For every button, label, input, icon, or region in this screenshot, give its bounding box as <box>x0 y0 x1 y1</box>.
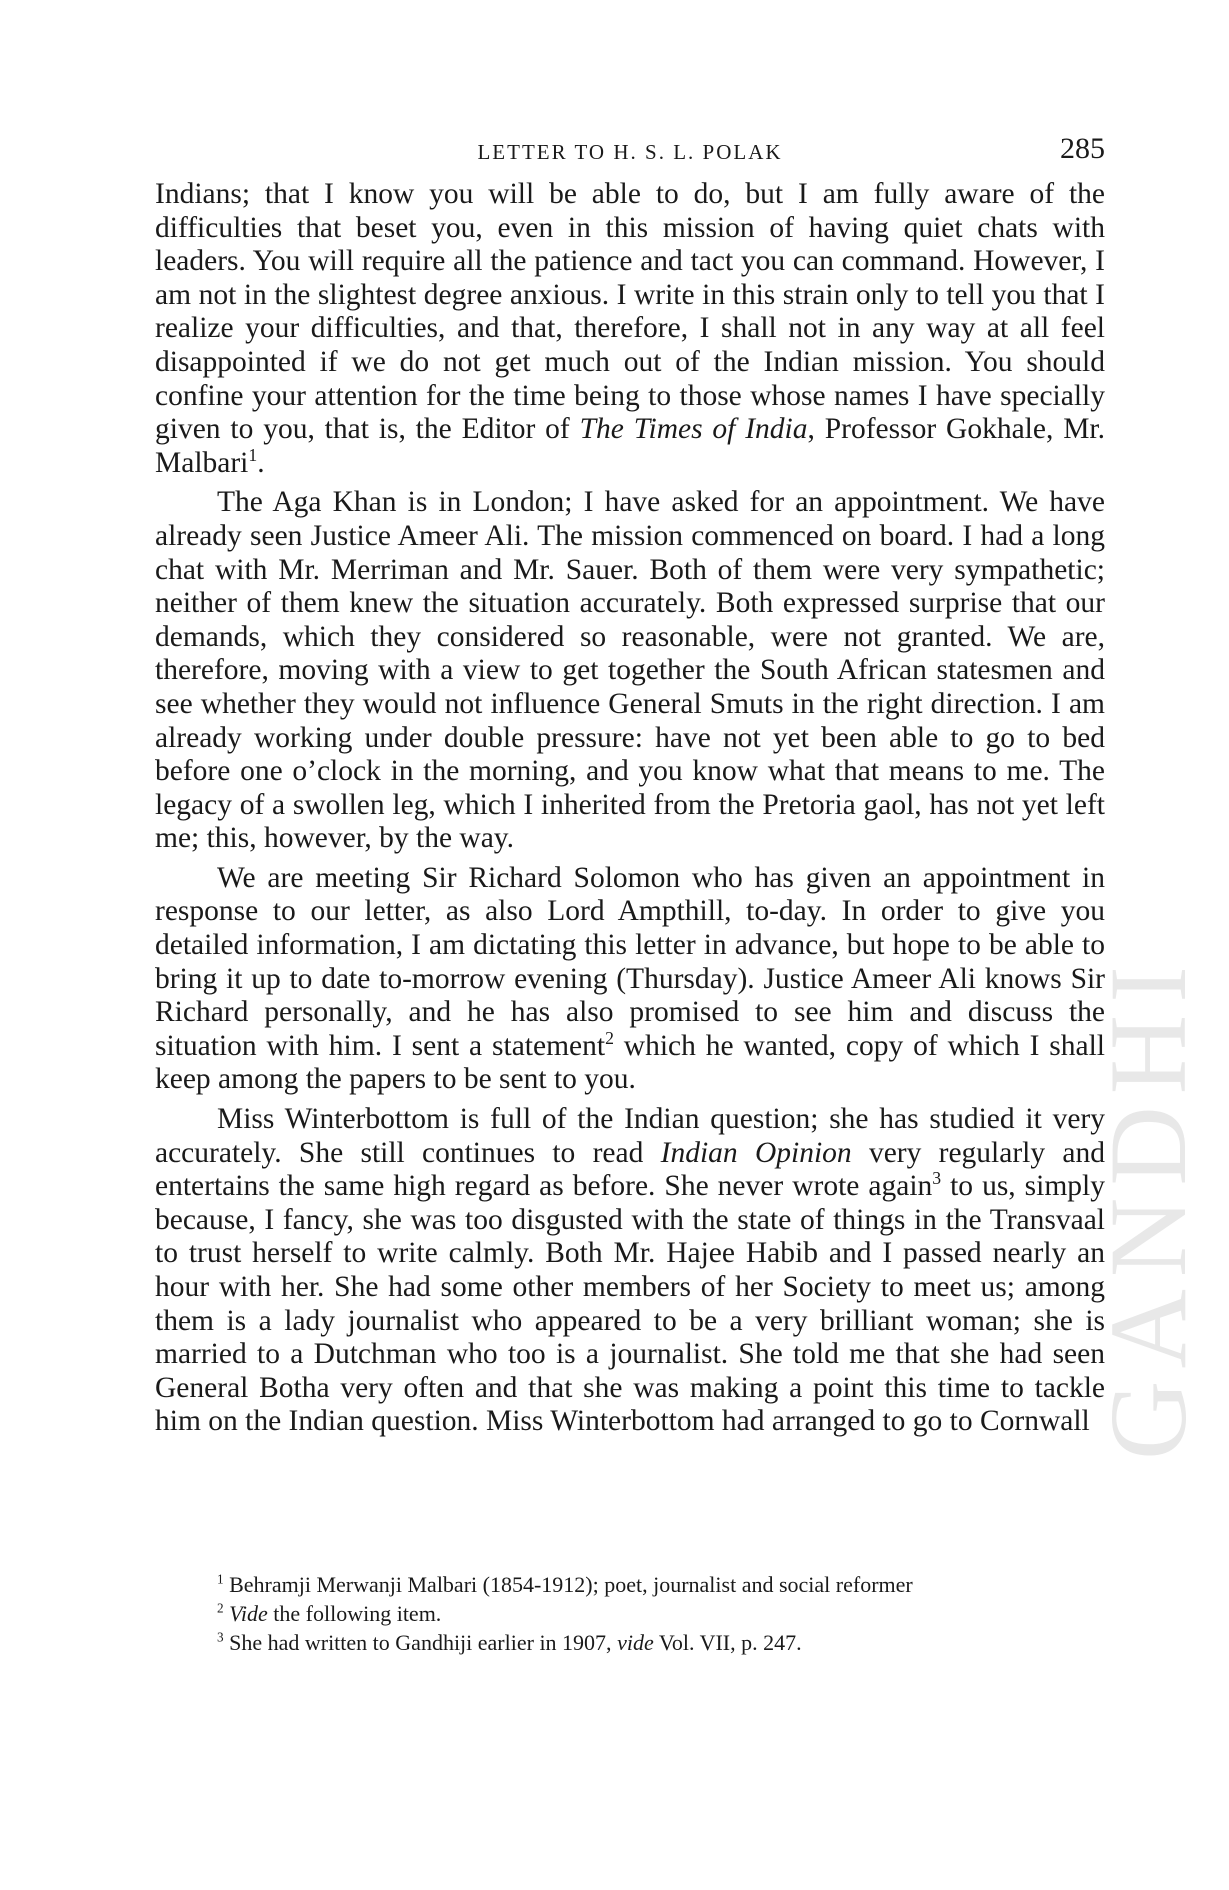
paragraph <box>155 862 1105 1097</box>
paragraph <box>155 1103 1105 1439</box>
text-segment: The Aga Khan is in London; I have asked for an appointment. We have already seen Justice Ameer Ali. The mission commenced on board. I had a long chat with Mr. Merriman and Mr. Sauer. Both of them were very sympathetic; neither of them knew the situation accurately. Both expressed surprise that our demands, which they considered so reasonable, were not granted. We are, therefore, moving with a view to get together the South African statesmen and see whether they would not influence General Smuts in the right direction. I am already working under double pressure: have not yet been able to go to bed before one o’clock in the morning, and you know what that means to me. The legacy of a swollen leg, which I inherited from the Pretoria gaol, has not yet left me; this, however, by the way. <box>155 486 1105 855</box>
footnote-ref: 1 <box>248 444 258 465</box>
footnote <box>155 1599 1105 1628</box>
page-number: 285 <box>1060 132 1105 165</box>
text-segment: Miss Winterbottom is full of the Indian question; she has studied it very accurately. She still continues to read <box>155 1103 1105 1169</box>
text-segment: , Professor Gokhale, Mr. Malbari <box>155 413 1105 479</box>
italic-text: The Times of India <box>579 413 808 446</box>
letter-body <box>155 178 1105 1445</box>
text-segment: which he wanted, copy of which I shall keep among the papers to be sent to you. <box>155 1029 1105 1096</box>
text-segment: Indians; that I know you will be able to do, but I am fully aware of the difficulties that beset you, even in this mission of having quiet chats with leaders. You will require all the patience and tact you can command. However, I am not in the slightest degree anxious. I write in this strain only to tell you that I realize your difficulties, and that, therefore, I shall not in any way at all feel disappointed if we do not get much out of the Indian mission. You should confine your attention for the time being to those whose names I have specially given to you, that is, the Editor of <box>155 178 1105 446</box>
text-segment: We are meeting Sir Richard Solomon who has given an appointment in response to our letter, as also Lord Ampthill, to-day. In order to give you detailed information, I am dictating this letter in advance, but hope to be able to bring it up to date to-morrow evening (Thursday). Justice Ameer Ali knows Sir Richard personally, and he has also promised to see him and discuss the situation with him. I sent a statement <box>155 861 1105 1062</box>
text-segment: Behramji Merwanji Malbari (1854-1912); poet, journalist and social reformer <box>223 1572 913 1597</box>
footnote-ref: 3 <box>217 1629 224 1645</box>
watermark: GANDHI <box>1087 954 1209 1460</box>
text-segment: to us, simply because, I fancy, she was too disgusted with the state of things in the Transvaal to trust herself to write calmly. Both Mr. Hajee Habib and I passed nearly an hour with her. She had some other members of her Society to meet us; among them is a lady journalist who appeared to be a very brilliant woman; she is married to a Dutchman who too is a journalist. She told me that she had seen General Botha very often and that she was making a point this time to tackle him on the Indian question. Miss Winterbottom had arranged to go to Cornwall <box>155 1170 1105 1438</box>
footnotes <box>155 1570 1105 1657</box>
footnote-ref: 2 <box>217 1600 224 1616</box>
running-head-title: LETTER TO H. S. L. POLAK <box>477 140 783 164</box>
text-segment: Vol. VII, p. 247. <box>653 1630 802 1655</box>
running-head <box>155 132 1105 168</box>
text-segment: very regularly and entertains the same high regard as before. She never wrote again <box>155 1136 1105 1203</box>
paragraph <box>155 486 1105 856</box>
footnote-ref: 2 <box>605 1028 614 1049</box>
text-segment: She had written to Gandhiji earlier in 1907, <box>223 1630 618 1655</box>
italic-text: vide <box>617 1630 654 1655</box>
text-segment: . <box>257 446 265 479</box>
text-segment: the following item. <box>267 1601 442 1626</box>
footnote <box>155 1628 1105 1657</box>
footnote-ref: 3 <box>932 1168 942 1189</box>
footnote <box>155 1570 1105 1599</box>
paragraph <box>155 178 1105 480</box>
footnote-ref: 1 <box>217 1571 224 1587</box>
italic-text: Vide <box>229 1601 268 1626</box>
italic-text: Indian Opinion <box>660 1136 852 1169</box>
